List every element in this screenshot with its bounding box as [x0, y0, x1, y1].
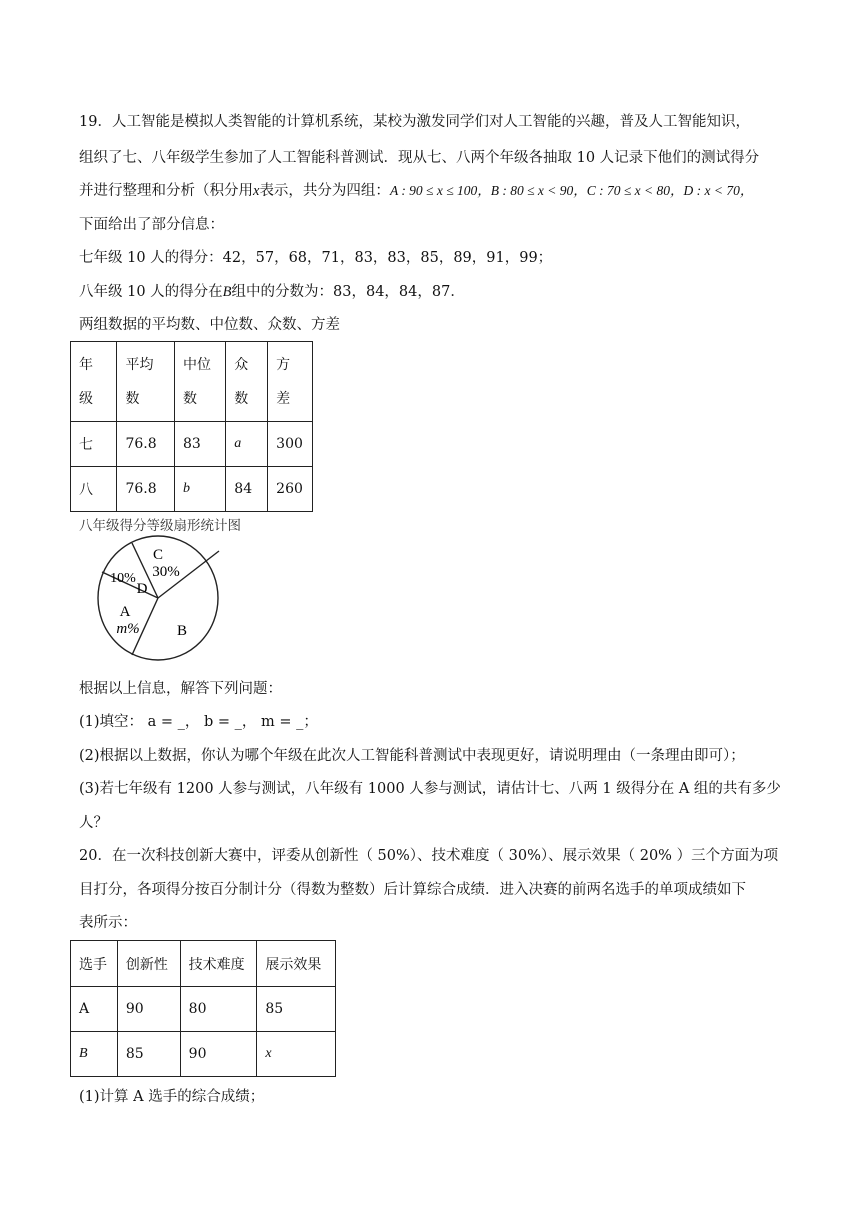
pie-label-a: A	[119, 604, 131, 620]
q19-line-3-text-b: 表示，共分为四组：	[259, 183, 390, 199]
q20-cell: 90	[180, 1032, 257, 1077]
pie-label-a-percent: m%	[116, 621, 140, 637]
q19-line-6-text-a: 八年级 10 人的得分在	[79, 284, 223, 300]
pie-label-c-percent: 30%	[152, 564, 180, 580]
q19-line-2: 组织了七、八年级学生参加了人工智能科普测试．现从七、八两个年级各抽取 10 人记录下他们的测试得分	[79, 150, 760, 166]
q19-header-mean: 平均 数	[117, 342, 174, 422]
q20-line-2: 目打分，各项得分按百分制计分（得数为整数）后计算综合成绩．进入决赛的前两名选手的单项成绩如下	[79, 882, 746, 898]
q20-table-header-row	[71, 941, 336, 987]
q19-cell: 300	[268, 422, 313, 467]
q19-cell: 84	[226, 467, 268, 512]
q20-line-1: 20．在一次科技创新大赛中，评委从创新性（ 50%）、技术难度（ 30%）、展示效果（ 20% ）三个方面为项	[79, 848, 779, 864]
q20-cell: 90	[117, 987, 180, 1032]
q19-line-7: 根据以上信息，解答下列问题：	[79, 681, 282, 697]
q20-scores-table	[70, 940, 336, 1077]
q19-cell: 76.8	[117, 422, 174, 467]
pie-label-d-percent: 10%	[110, 571, 136, 586]
q19-line-6-group-b: B	[222, 284, 232, 300]
q19-header-mode: 众 数	[226, 342, 268, 422]
pie-label-d: D	[136, 581, 148, 597]
q19-table-row-grade8	[71, 467, 313, 512]
q19-cell: 76.8	[117, 467, 174, 512]
q20-header-player: 选手	[71, 941, 118, 987]
pie-chart	[96, 534, 220, 664]
q19-cell: 83	[174, 422, 225, 467]
q20-header-difficulty: 技术难度	[180, 941, 257, 987]
q19-subquestion-2: (2)根据以上数据，你认为哪个年级在此次人工智能科普测试中表现更好，请说明理由（一条理由即可）；	[79, 748, 745, 764]
q19-line-6-text-c: 组中的分数为：83，84，84，87．	[231, 284, 465, 300]
q19-line-4: 下面给出了部分信息：	[79, 217, 224, 233]
q20-cell: 80	[180, 987, 257, 1032]
q19-cell: a	[226, 422, 268, 467]
q19-line-3-variable-x: x	[253, 183, 260, 199]
q19-cell: 八	[71, 467, 117, 512]
q19-line-3-groups: A : 90 ≤ x ≤ 100，B : 80 ≤ x < 90，C : 70 ≤ x < 80，D : x < 70，	[389, 183, 754, 198]
q19-line-3	[79, 181, 753, 201]
q19-cell: 260	[268, 467, 313, 512]
q20-line-3: 表所示：	[79, 915, 137, 931]
q20-cell: 85	[117, 1032, 180, 1077]
q19-subquestion-1: (1)填空： a = _， b = _， m = _；	[79, 714, 318, 730]
pie-chart-title: 八年级得分等级扇形统计图	[79, 518, 241, 534]
q19-cell: 七	[71, 422, 117, 467]
q19-subquestion-3-b: 人？	[79, 815, 108, 831]
q19-header-variance: 方 差	[268, 342, 313, 422]
q20-cell: B	[71, 1032, 118, 1077]
q19-line-3-text-a: 并进行整理和分析（积分用	[79, 183, 253, 199]
q20-header-presentation: 展示效果	[257, 941, 336, 987]
pie-label-b: B	[176, 623, 188, 639]
q20-cell: A	[71, 987, 118, 1032]
q19-table-caption: 两组数据的平均数、中位数、众数、方差	[79, 317, 340, 333]
q19-line-1: 19．人工智能是模拟人类智能的计算机系统，某校为激发同学们对人工智能的兴趣，普及人工智能知识，	[79, 114, 750, 130]
q19-table-header-row	[71, 342, 313, 422]
q20-subquestion-1: (1)计算 A 选手的综合成绩；	[79, 1089, 265, 1105]
q20-table-row-b	[71, 1032, 336, 1077]
q19-line-5: 七年级 10 人的得分：42，57，68，71，83，83，85，89，91，99；	[79, 250, 553, 266]
pie-label-c: C	[152, 547, 164, 563]
q19-line-6	[79, 282, 465, 302]
q20-table-row-a	[71, 987, 336, 1032]
q19-table-row-grade7	[71, 422, 313, 467]
q19-header-grade: 年 级	[71, 342, 117, 422]
q19-cell: b	[174, 467, 225, 512]
q20-cell: 85	[257, 987, 336, 1032]
q20-header-innovation: 创新性	[117, 941, 180, 987]
pie-chart-svg	[96, 534, 220, 664]
q19-stats-table	[70, 341, 313, 512]
q20-cell: x	[257, 1032, 336, 1077]
q19-header-median: 中位 数	[174, 342, 225, 422]
q19-subquestion-3-a: (3)若七年级有 1200 人参与测试，八年级有 1000 人参与测试，请估计七、八两 1 级得分在 A 组的共有多少	[79, 781, 781, 797]
